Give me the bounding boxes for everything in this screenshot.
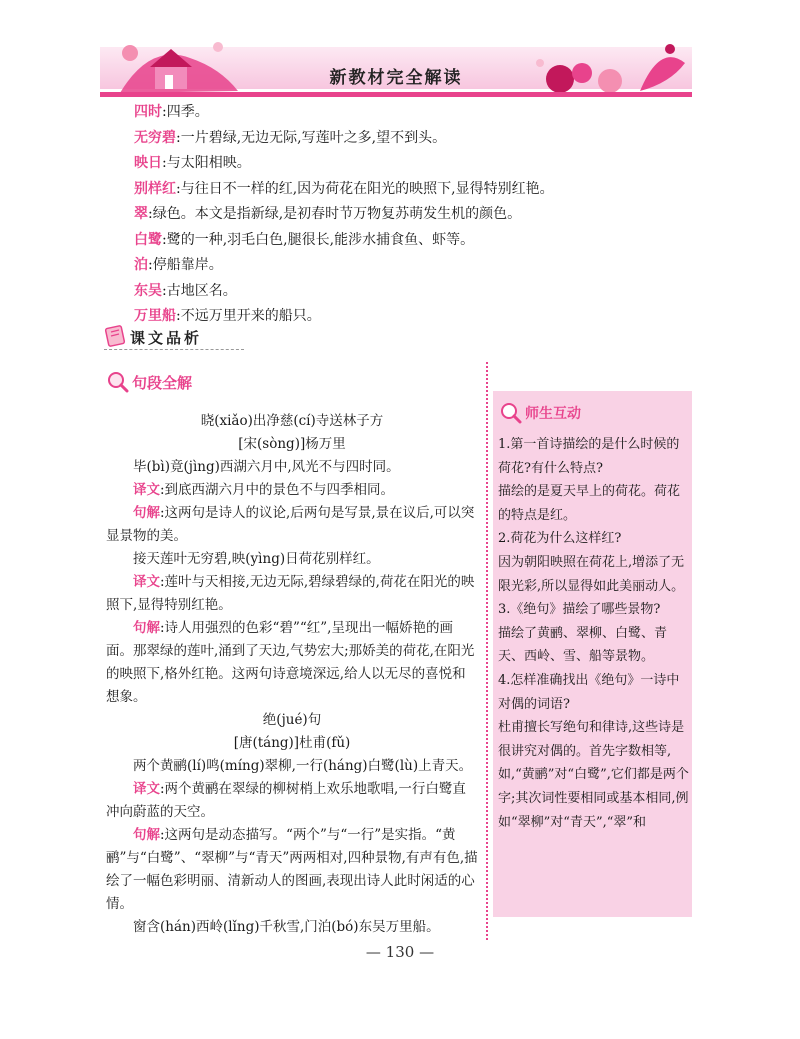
answer: 描绘的是夏天早上的荷花。荷花的特点是红。: [498, 484, 681, 523]
glossary-definition: :鹭的一种,羽毛白色,腿很长,能涉水捕食鱼、虾等。: [162, 231, 475, 248]
translation: [106, 479, 478, 502]
glossary-term: 无穷碧: [134, 129, 176, 146]
poem-analysis: [106, 410, 478, 939]
page-number: — 130 —: [365, 943, 435, 961]
header-title: 新教材完全解读: [329, 68, 463, 88]
column-divider: [486, 362, 488, 940]
magnifier-icon: [106, 370, 130, 394]
translation-label: 译文: [133, 781, 160, 797]
qa-list: [498, 433, 690, 834]
poem-line: 毕(bì)竟(jìng)西湖六月中,风光不与四时同。: [133, 459, 400, 475]
header-divider: [100, 92, 692, 97]
poem-line: 窗含(hán)西岭(lǐng)千秋雪,门泊(bó)东吴万里船。: [133, 919, 440, 935]
book-icon: [104, 322, 128, 348]
glossary-definition: :四季。: [162, 104, 209, 120]
glossary-item: [134, 253, 694, 279]
glossary-item: [134, 304, 694, 330]
glossary-item: [134, 228, 694, 254]
subsection-heading: [106, 370, 193, 398]
glossary-item: [134, 151, 694, 177]
translation-label: 译文: [133, 482, 160, 498]
glossary-term: 映日: [134, 155, 162, 171]
answer: 杜甫擅长写绝句和律诗,这些诗是很讲究对偶的。首先字数相等,如,“黄鹂”对“白鹭”,它们都是两个字;其次词性要相同或基本相同,例如“翠柳”对“青天”,“翠”和: [498, 720, 689, 830]
glossary-list: [134, 100, 694, 330]
glossary-term: 白鹭: [134, 231, 162, 248]
glossary-definition: :一片碧绿,无边无际,写莲叶之多,望不到头。: [176, 129, 447, 146]
page-header: [100, 33, 692, 95]
glossary-term: 泊: [134, 257, 148, 273]
answer: 描绘了黄鹂、翠柳、白鹭、青天、西岭、雪、船等景物。: [498, 625, 668, 665]
section-title: 课文品析: [130, 329, 203, 347]
analysis-label: 句解: [133, 827, 160, 843]
poem-line: 两个黄鹂(lí)鸣(míng)翠柳,一行(háng)白鹭(lù)上青天。: [133, 758, 473, 774]
translation-label: 译文: [133, 574, 160, 590]
analysis: [106, 502, 478, 548]
subsection-title: 句段全解: [132, 374, 193, 392]
translation: [106, 778, 478, 824]
glossary-item: [134, 202, 694, 228]
analysis-label: 句解: [133, 620, 160, 636]
poem-title: 晓(xiǎo)出净慈(cí)寺送林子方: [200, 413, 384, 429]
glossary-definition: :与往日不一样的红,因为荷花在阳光的映照下,显得特别红艳。: [176, 180, 554, 197]
question: 3.《绝句》描绘了哪些景物?: [498, 602, 661, 618]
poem-line: 接天莲叶无穷碧,映(yìng)日荷花别样红。: [133, 551, 380, 567]
answer: 因为朝阳映照在荷花上,增添了无限光彩,所以显得如此美丽动人。: [498, 554, 685, 594]
translation: [106, 571, 478, 617]
magnifier-icon: [499, 401, 523, 425]
glossary-item: [134, 279, 694, 305]
question: 4.怎样准确找出《绝句》一诗中对偶的词语?: [498, 672, 680, 712]
glossary-item: [134, 100, 694, 126]
glossary-item: [134, 126, 694, 152]
glossary-item: [134, 177, 694, 203]
flower-decoration-icon: [520, 33, 692, 95]
poem-title: 绝(jué)句: [262, 712, 322, 728]
translation-text: :到底西湖六月中的景色不与四季相同。: [160, 482, 395, 498]
glossary-definition: :与太阳相映。: [162, 155, 251, 171]
panel-title: 师生互动: [525, 406, 581, 422]
interaction-panel: [493, 391, 692, 917]
question: 2.荷花为什么这样红?: [498, 531, 622, 547]
glossary-definition: :不远万里开来的船只。: [176, 308, 321, 324]
glossary-term: 别样红: [134, 180, 176, 197]
analysis-text: :诗人用强烈的色彩“碧”“红”,呈现出一幅娇艳的画面。那翠绿的莲叶,涌到了天边,气势宏大;那娇美的荷花,在阳光的映照下,格外红艳。这两句诗意境深远,给人以无尽的喜悦和想象。: [106, 620, 475, 705]
translation-text: :莲叶与天相接,无边无际,碧绿碧绿的,荷花在阳光的映照下,显得特别红艳。: [106, 574, 475, 613]
glossary-definition: :绿色。本文是指新绿,是初春时节万物复苏萌发生机的颜色。: [148, 206, 522, 222]
panel-heading: [499, 401, 581, 429]
translation-text: :两个黄鹂在翠绿的柳树梢上欢乐地歌唱,一行白鹭直冲向蔚蓝的天空。: [106, 781, 466, 820]
glossary-term: 东吴: [134, 282, 162, 299]
glossary-definition: :停船靠岸。: [148, 257, 223, 273]
glossary-term: 四时: [134, 104, 162, 120]
glossary-definition: :古地区名。: [162, 282, 237, 299]
analysis-text: :这两句是诗人的议论,后两句是写景,景在议后,可以突显景物的美。: [106, 505, 475, 544]
poem-author: [宋(sòng)]杨万里: [238, 436, 346, 452]
analysis: [106, 617, 478, 709]
analysis-text: :这两句是动态描写。“两个”与“一行”是实指。“黄鹂”与“白鹭”、“翠柳”与“青天”两两相对,四种景物,有声有色,描绘了一幅色彩明丽、清新动人的图画,表现出诗人此时闲适的心情。: [106, 827, 478, 912]
question: 1.第一首诗描绘的是什么时候的荷花?有什么特点?: [498, 437, 680, 476]
poem-author: [唐(táng)]杜甫(fǔ): [233, 735, 351, 751]
section-rule: [104, 349, 244, 350]
analysis-label: 句解: [133, 505, 160, 521]
glossary-term: 万里船: [134, 308, 176, 324]
glossary-term: 翠: [134, 206, 148, 222]
analysis: [106, 824, 478, 916]
